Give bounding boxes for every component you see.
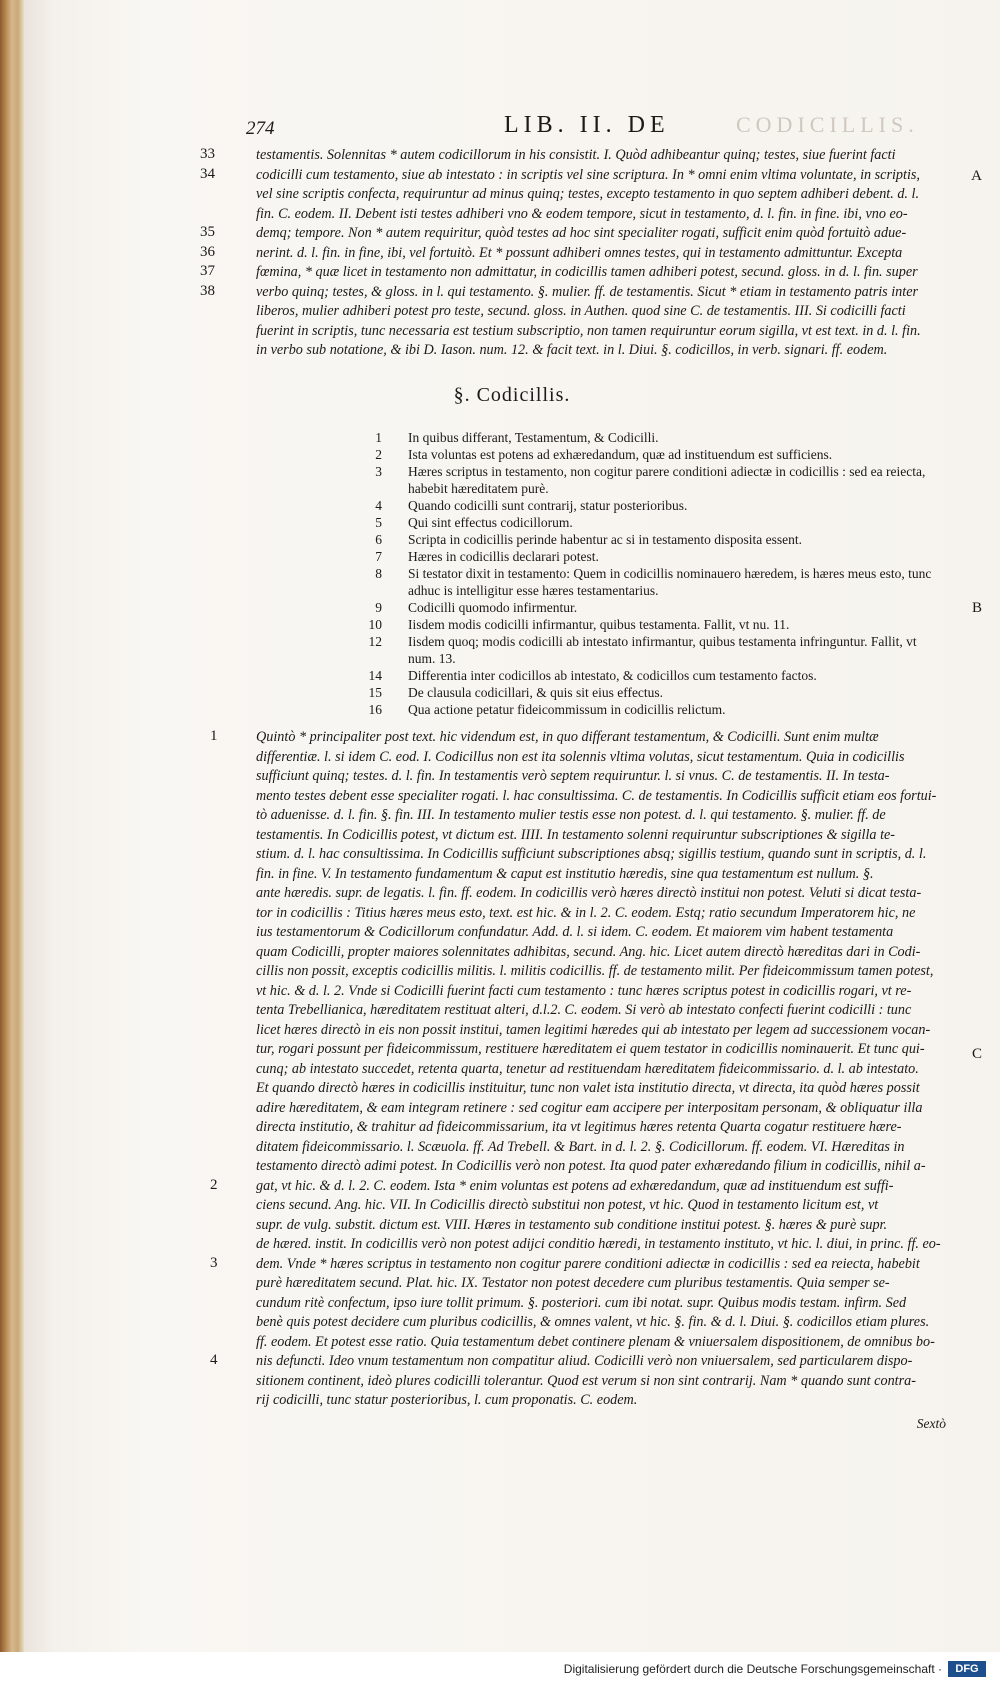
text-line: fuerint in scriptis, tunc necessaria est testium subscriptio, non tamen requiruntur eorum sigilla, vt est text. in d. l. fin. (256, 322, 921, 339)
book-edge (0, 0, 24, 1686)
index-entry (354, 634, 974, 651)
text-line: adire hæreditatem, & eam integram retinere : sed cogitur eam accipere per interpositam personam, & obliquatur illa (256, 1099, 923, 1116)
book-page (24, 0, 1000, 1652)
margin-letter-c: C (971, 1046, 982, 1062)
index-entry (354, 651, 974, 668)
text-line: fœmina, * quæ licet in testamento non admittatur, in codicillis tamen adhiberi potest, secund. gloss. in d. l. fin. super (256, 264, 918, 280)
dfg-logo-icon: DFG (948, 1661, 986, 1677)
text-line: gat, vt hic. & d. l. 2. C. eodem. Ista * enim voluntas est potens ad exhæredandum, quæ ad instituendum est suffi- (256, 1177, 894, 1194)
text-line: demq; tempore. Non * autem requiritur, quòd testes ad hoc sint specialiter rogati, sufficit enim quòd fortuitò adue- (256, 225, 907, 241)
index-entry (354, 685, 974, 702)
index-text: Differentia inter codicillos ab intestato, & codicillos cum testamento factos. (408, 668, 817, 683)
index-entry (354, 668, 974, 685)
text-line: ciens secund. Ang. hic. VII. In Codicillis directò substitui non potest, vt hic. Quod in testamento licitum est, vt (256, 1197, 879, 1213)
text-line: ius testamentorum & Codicillorum confundatur. Add. d. l. si idem. C. eodem. Et maiorem vim habent testamenta (256, 924, 894, 940)
text-line: fin. C. eodem. II. Debent isti testes adhiberi vno & eodem tempore, sicut in testamento, d. l. fin. in fine. ibi, vno eo- (256, 205, 908, 222)
index-text: Quando codicilli sunt contrarij, statur posterioribus. (408, 498, 688, 513)
index-entry (354, 498, 974, 515)
index-text: Scripta in codicillis perinde habentur ac si in testamento disposita essent. (408, 532, 803, 547)
margin-note-number: 34 (200, 165, 215, 182)
index-entry (354, 430, 974, 447)
index-number: 15 (368, 685, 382, 700)
text-line: Et quando directò hæres in codicillis instituitur, tunc non valet ista institutio directa, vt directa, ita quòd hæres possit (256, 1080, 920, 1096)
index-number: 14 (368, 668, 382, 683)
index-entry (354, 617, 974, 634)
text-line: supr. de vulg. substit. dictum est. VIII. Hæres in testamento sub conditione institui potest. §. hæres & purè supr. (256, 1216, 888, 1233)
index-text: Ista voluntas est potens ad exhæredandum, quæ ad instituendum est sufficiens. (408, 447, 833, 462)
text-line: differentiæ. l. si idem C. eod. I. Codicillus non est ita solennis vltima volutas, sicut testamentum. Quia in codicillis (256, 748, 905, 765)
main-paragraph (256, 728, 956, 1411)
text-line: nis defuncti. Ideo vnum testamentum non compatitur aliud. Codicilli verò non vniuersalem, sed particularem dispo- (256, 1353, 913, 1369)
text-line: vt hic. & d. l. 2. Vnde si Codicilli fuerint facti cum testamento : tunc hæres scriptus potest in codicillis rogari, vt re- (256, 982, 912, 999)
margin-note-number: 38 (200, 282, 215, 299)
index-number: 3 (375, 464, 382, 479)
footer-credit: Digitalisierung gefördert durch die Deutsche Forschungsgemeinschaft · (563, 1662, 942, 1676)
index-entry (354, 481, 974, 498)
text-line: ditatem fideicommissario. l. Scæuola. ff. Ad Trebell. & Bart. in d. l. 2. §. Codicillorum. ff. eodem. VI. Hæreditas in (256, 1138, 905, 1155)
index-entry (354, 566, 974, 583)
show-through-title: CODICILLIS. (736, 112, 919, 137)
index-number: 10 (368, 617, 382, 632)
index-entry (354, 532, 974, 549)
text-line: directa institutio, & trahitur ad fideicommissarium, ita vt legitimus hæres retenta Quarta cogatur restituere hære- (256, 1119, 902, 1135)
margin-letter-a: A (971, 168, 982, 184)
index-text: num. 13. (408, 651, 456, 666)
text-line: tò aduenisse. d. l. fin. §. fin. III. In testamento mulier testis esse non potest. d. l. qui testamento. §. mulier. ff. de (256, 807, 886, 823)
index-number: 8 (375, 566, 382, 581)
text-line: cillis non possit, exceptis codicillis militis. l. militis codicillis. ff. de testamento milit. Per fideicommissum tamen potest, (256, 963, 934, 979)
margin-letter-b: B (971, 600, 982, 616)
index-entry (354, 600, 974, 617)
margin-note-number: 1 (210, 728, 218, 744)
index-text: Qui sint effectus codicillorum. (408, 515, 573, 530)
text-line: rij codicilli, tunc statur posterioribus, l. cum proponatis. C. eodem. (256, 1392, 638, 1408)
index-entry (354, 447, 974, 464)
margin-note-number: 4 (210, 1352, 218, 1368)
text-line: mento testes debent esse specialiter rogati. l. hac consultissima. C. de testamentis. In Codicillis sufficit etiam eos fortui- (256, 787, 937, 804)
text-line: cunq; ab intestato succedet, retenta quarta, tenetur ad restituendam hæreditatem fideicommissario. d. l. ab intestato. (256, 1060, 919, 1077)
text-line: testamento directò adimi potest. In Codicillis verò non potest. Ita quod pater exhæredando filium in codicillis, nihil a- (256, 1158, 926, 1174)
margin-note-number: 35 (200, 224, 215, 240)
index-entry (354, 583, 974, 600)
margin-note-number: 33 (200, 146, 215, 162)
index-entry (354, 515, 974, 532)
text-line: in verbo sub notatione, & ibi D. Iason. num. 12. & facit text. in l. Diui. §. codicillos, in verb. signari. ff. eodem. (256, 342, 888, 358)
index-text: In quibus differant, Testamentum, & Codicilli. (408, 430, 659, 445)
text-line: Quintò * principaliter post text. hic videndum est, in quo differant testamentum, & Codicilli. Sunt enim multæ (256, 729, 879, 745)
text-line: cundum ritè confectum, ipso iure tollit primum. §. posteriori. cum ibi notat. supr. Quibus modis testam. infirm. Sed (256, 1294, 907, 1311)
index-entry (354, 702, 974, 719)
text-line: sufficiunt quinq; testes. d. l. fin. In testamentis verò septem requiruntur. l. si vnus. C. de testamentis. II. In testa- (256, 768, 890, 784)
margin-note-number: 37 (200, 263, 215, 279)
index-text: Iisdem modis codicilli infirmantur, quibus testamenta. Fallit, vt nu. 11. (408, 617, 790, 632)
index-number: 5 (375, 515, 382, 530)
text-line: de hæred. instit. In codicillis verò non potest adijci conditio hæredi, in testamento instituto, vt hic. l. diui, in princ. ff. eo- (256, 1236, 941, 1252)
summary-index (354, 430, 974, 719)
catchword: Sextò (916, 1416, 946, 1431)
index-number: 16 (368, 702, 382, 717)
text-line: codicilli cum testamento, siue ab intestato : in scriptis vel sine scriptura. In * omni enim vltima voluntate, in scriptis, (256, 166, 920, 183)
text-line: verbo quinq; testes, & gloss. in l. qui testamento. §. mulier. ff. de testamentis. Sicut * etiam in testamento patris inter (256, 283, 919, 300)
index-text: adhuc is intelligitur esse hæres testamentarius. (408, 583, 659, 598)
index-number: 1 (375, 430, 382, 445)
text-line: testamentis. In Codicillis potest, vt dictum est. IIII. In testamento solenni requiruntur subscriptiones & sigilla te- (256, 826, 896, 843)
text-line: dem. Vnde * hæres scriptus in testamento non cogitur parere conditioni adiectæ in codicillis : sed ea reiecta, habebit (256, 1255, 920, 1272)
index-number: 12 (368, 634, 382, 649)
text-line: ff. eodem. Et potest esse ratio. Quia testamentum debet continere plenam & vniuersalem dispositionem, de omnibus bo- (256, 1333, 935, 1350)
text-line: tenta Trebellianica, hæreditatem restituat alteri, d.l.2. C. eodem. Si verò ab intestato confecti fuerint codicilli : tunc (256, 1002, 912, 1018)
margin-note-number: 36 (200, 243, 215, 260)
text-line: quam Codicilli, propter maiores solennitates adhibitas, secund. Ang. hic. Licet autem directò hæreditas dari in Codi- (256, 943, 921, 960)
text-line: stium. d. l. hac consultissima. In Codicillis sufficiunt subscriptiones absq; sigillis testium, quando sunt in scriptis, d. l. (256, 846, 927, 862)
margin-note-number: 3 (210, 1254, 218, 1271)
page-number: 274 (246, 118, 275, 139)
page-header (24, 108, 1000, 144)
footer-bar (0, 1652, 1000, 1686)
index-entry (354, 464, 974, 481)
index-text: Si testator dixit in testamento: Quem in codicillis nominauero hæredem, is hæres meus esto, tunc (408, 566, 932, 581)
margin-note-number: 2 (210, 1176, 218, 1193)
index-number: 2 (375, 447, 382, 462)
index-entry (354, 549, 974, 566)
text-line: ante hæredis. supr. de legatis. l. fin. ff. eodem. In codicillis verò hæres directò institui non potest. Veluti si dicat testa- (256, 885, 922, 901)
section-title: §. Codicillis. (453, 384, 571, 406)
text-line: vel sine scriptis confecta, requiruntur ad minus quinq; testes, excepto testamento in quo septem adhiberi debent. d. l. (256, 186, 920, 202)
text-line: tor in codicillis : Titius hæres meus esto, text. est hic. & in l. 2. C. eodem. Estq; ratio secundum Imperatorem hic, ne (256, 904, 916, 921)
text-line: sitionem continent, ideò plures codicilli tolerantur. Quod est verum si non sint contrarij. Nam * quando sunt contra- (256, 1372, 916, 1389)
index-number: 4 (375, 498, 382, 513)
text-line: purè hæreditatem secund. Plat. hic. IX. Testator non potest decedere cum pluribus testamentis. Quia semper se- (256, 1275, 890, 1291)
index-text: habebit hæreditatem purè. (408, 481, 549, 496)
text-line: tur, rogari possunt per fideicommissum, restituere hæreditatem ei quem testator in codicillis nominauerit. Et tunc qui- (256, 1041, 925, 1057)
text-line: fin. in fine. V. In testamento fundamentum & caput est institutio hæredis, sine qua testamentum est nullum. §. (256, 865, 874, 882)
text-line: testamentis. Solennitas * autem codicillorum in his consistit. I. Quòd adhibeantur quinq; testes, siue fuerint facti (256, 147, 896, 163)
text-line: licet hæres directò in eis non possit institui, tamen legitimi hæredes qui ab intestato per legem ad successionem vocan- (256, 1021, 931, 1038)
index-number: 7 (375, 549, 382, 564)
index-text: Hæres in codicillis declarari potest. (408, 549, 599, 564)
index-text: Codicilli quomodo infirmentur. (408, 600, 578, 615)
index-text: Iisdem quoq; modis codicilli ab intestato infirmantur, quibus testamenta infringuntur. Fallit, vt (408, 634, 917, 649)
text-line: nerint. d. l. fin. in fine, ibi, vel fortuitò. Et * possunt adhiberi omnes testes, qui in testamento admittuntur. Excepta (256, 244, 903, 261)
index-text: Qua actione petatur fideicommissum in codicillis relictum. (408, 702, 726, 717)
index-text: Hæres scriptus in testamento, non cogitur parere conditioni adiectæ in codicillis : sed ea reiecta, (408, 464, 926, 479)
text-line: benè quis potest decidere cum pluribus codicillis, & omnes valent, vt hic. §. fin. & d. l. Diui. §. codicillos etiam plures. (256, 1314, 930, 1330)
text-line: liberos, mulier adhiberi potest pro teste, secund. gloss. in Authen. quod sine C. de testamentis. III. Si codicilli facti (256, 303, 906, 319)
index-text: De clausula codicillari, & quis sit eius effectus. (408, 685, 664, 700)
running-title: LIB. II. DE (504, 112, 670, 138)
index-number: 6 (375, 532, 382, 547)
index-number: 9 (375, 600, 382, 615)
top-paragraph (256, 146, 956, 361)
